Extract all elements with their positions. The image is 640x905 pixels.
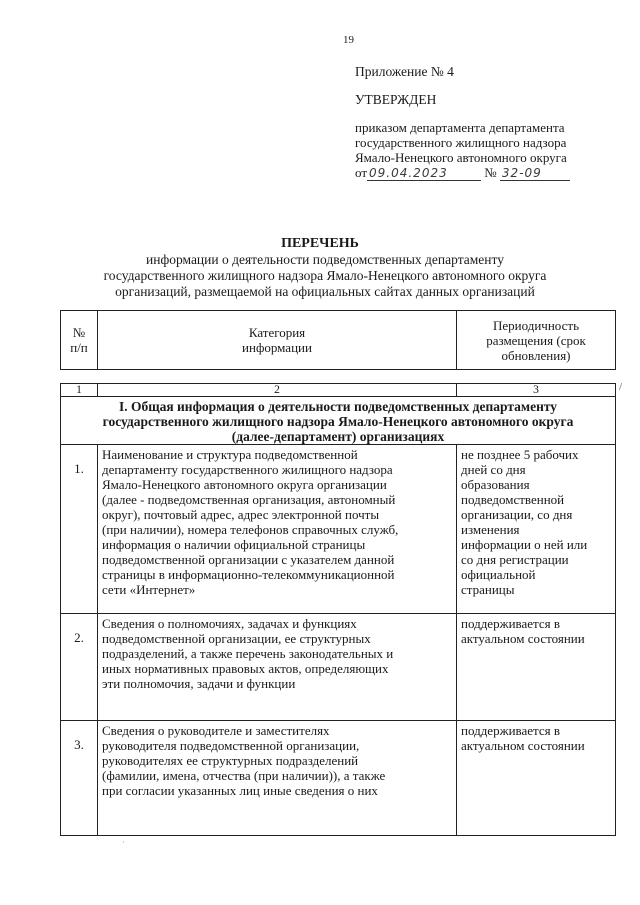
section-line: (далее-департамент) организациях [231,429,445,444]
period-line: поддерживается в [461,616,561,631]
date-number-line [355,165,570,181]
period-line: не позднее 5 рабочих [461,447,579,462]
category-line: Сведения о руководителе и заместителях [102,723,330,738]
period-line: дней со дня [461,462,526,477]
category-line: при согласии указанных лиц иные сведения о них [102,783,378,798]
category-line: подведомственной организации с указателем данной [102,552,395,567]
category-line: сети «Интернет» [102,582,196,597]
row-period [457,614,616,721]
table-row [61,614,616,721]
period-line: страницы [461,582,515,597]
decree-line: приказом департамента департамента [355,120,565,135]
section-header-cell [61,397,616,445]
index-cell: 1 [61,384,98,397]
period-line: информации о ней или [461,537,588,552]
period-line: официальной [461,567,536,582]
appendix-label: Приложение № 4 [355,64,454,79]
category-line: Сведения о полномочиях, задачах и функциях [102,616,357,631]
category-line: округ), почтовый адрес, адрес электронной почты [102,507,380,522]
decree-line: Ямало-Ненецкого автономного округа [355,150,567,165]
category-line: эти полномочия, задачи и функции [102,676,296,691]
row-period [457,445,616,614]
header-text: обновления) [501,347,571,363]
category-line: информация о наличии официальной страницы [102,537,366,552]
row-category [98,445,457,614]
period-line: подведомственной [461,492,565,507]
subtitle-line: организаций, размещаемой на официальных сайтах данных организаций [115,284,535,299]
header-table [60,310,616,370]
row-number: 3. [61,721,98,836]
period-line: организации, со дня [461,507,573,522]
document-subtitle [60,252,590,300]
header-period-cell [457,311,616,370]
category-line: руководителя подведомственной организации, [102,738,360,753]
info-table [60,383,616,836]
category-line: страницы в информационно-телекоммуникационной [102,567,395,582]
page-number: 19 [343,34,354,46]
header-text: п/п [70,340,88,355]
header-text: № [72,325,86,340]
category-line: департаменту государственного жилищного надзора [102,462,393,477]
row-number: 1. [61,445,98,614]
category-line: (при наличии), номера телефонов справочных служб, [102,522,399,537]
category-line: подразделений, а также перечень законодательных и [102,646,394,661]
category-line: руководителях ее структурных подразделений [102,753,359,768]
header-text: Категория [248,325,306,340]
row-category [98,721,457,836]
category-line: (далее - подведомственная организация, автономный [102,492,396,507]
number-prefix: № [484,165,497,180]
category-line: (фамилии, имена, отчества (при наличии)), а также [102,768,386,783]
header-category-cell [98,311,457,370]
header-text: Периодичность [492,317,579,333]
header-text: размещения (срок [486,332,586,348]
column-index-row [61,384,616,397]
index-cell: 3 [457,384,616,397]
decree-line: государственного жилищного надзора [355,135,567,150]
period-line: актуальном состоянии [461,738,585,753]
category-line: иных нормативных правовых актов, определяющих [102,661,389,676]
period-line: образования [461,477,530,492]
section-line: государственного жилищного надзора Ямало-Ненецкого автономного округа [102,414,574,429]
row-category [98,614,457,721]
scan-speck: · [122,838,125,847]
row-period [457,721,616,836]
approved-label: УТВЕРЖДЕН [355,92,437,107]
table-row [61,721,616,836]
section-line: I. Общая информация о деятельности подведомственных департаменту [118,399,558,414]
category-line: подведомственной организации, ее структурных [102,631,371,646]
index-cell: 2 [98,384,457,397]
document-title: ПЕРЕЧЕНЬ [281,236,359,251]
period-line: поддерживается в [461,723,561,738]
category-line: Ямало-Ненецкого автономного округа организации [102,477,387,492]
header-text: информации [242,340,312,355]
section-header-row [61,397,616,445]
category-line: Наименование и структура подведомственной [102,447,358,462]
margin-tick: / [619,381,623,393]
period-line: актуальном состоянии [461,631,585,646]
handwritten-number: 32-09 [500,166,570,181]
period-line: со дня регистрации [461,552,569,567]
subtitle-line: государственного жилищного надзора Ямало-Ненецкого автономного округа [103,268,547,283]
subtitle-line: информации о деятельности подведомственных департаменту [146,252,504,267]
decree-block [355,120,615,165]
date-prefix: от [355,165,368,180]
handwritten-date: 09.04.2023 [367,166,481,181]
table-row [61,445,616,614]
header-num-cell [61,311,98,370]
row-number: 2. [61,614,98,721]
period-line: изменения [461,522,520,537]
